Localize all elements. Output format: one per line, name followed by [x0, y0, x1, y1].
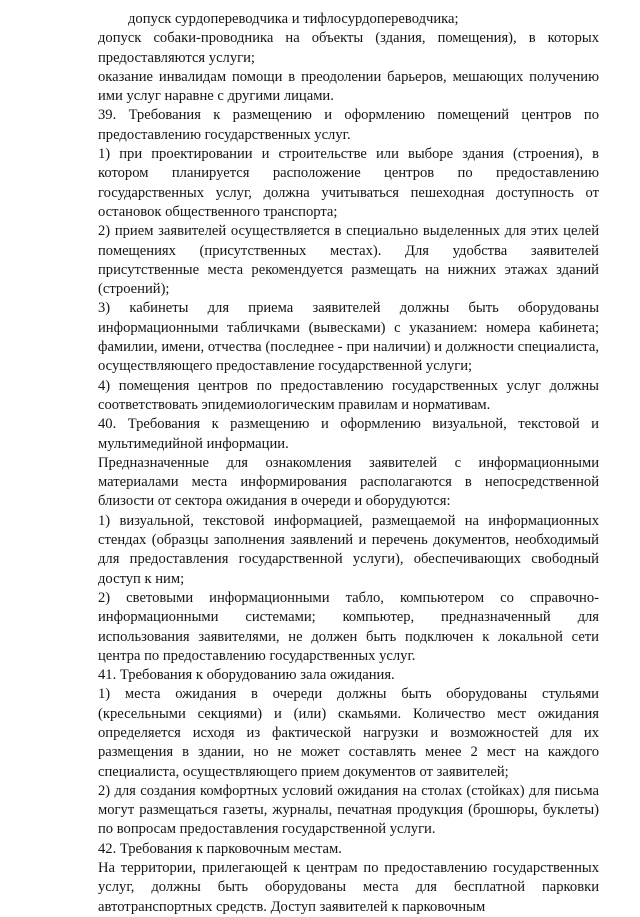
section-41-item-2: 2) для создания комфортных условий ожидания на столах (стойках) для письма могут размещаться газеты, журналы, печатная продукция (брошюры, буклеты) по вопросам предоставления государственной услуги.: [98, 782, 599, 838]
section-42-heading: 42. Требования к парковочным местам.: [98, 840, 342, 857]
section-42-parking: На территории, прилегающей к центрам по предоставлению государственных услуг, должны быть оборудованы места для бесплатной парковки автотранспортных средств. Доступ заявителей к парковочным: [98, 860, 599, 915]
paragraph-guide-dog: допуск собаки-проводника на объекты (здания, помещения), в которых предоставляются услуги;: [98, 30, 599, 66]
section-39-heading: 39. Требования к размещению и оформлению помещений центров по предоставлению государственных услуг.: [98, 107, 599, 143]
section-39-item-4: 4) помещения центров по предоставлению государственных услуг должны соответствовать эпидемиологическим правилам и нормативам.: [98, 377, 599, 413]
section-40-intro: Предназначенные для ознакомления заявителей с информационными материалами места информирования располагаются в непосредственной близости от сектора ожидания в очереди и оборудуются:: [98, 454, 599, 510]
section-39-item-3: 3) кабинеты для приема заявителей должны быть оборудованы информационными табличками (вывесками) с указанием: номера кабинета; фамилии, имени, отчества (последнее - при наличии) и должности специалиста, осуществляющего предоставление государственной услуги;: [98, 300, 599, 375]
section-41-heading: 41. Требования к оборудованию зала ожидания.: [98, 667, 395, 684]
section-41-item-1: 1) места ожидания в очереди должны быть оборудованы стульями (кресельными секциями) и (или) скамьями. Количество мест ожидания определяется исходя из фактической нагрузки и возможностей для их размещения в здании, но не может составлять менее 2 мест на каждого специалиста, осуществляющего прием документов от заявителей;: [98, 686, 599, 780]
section-39-item-1: 1) при проектировании и строительстве или выборе здания (строения), в котором планируется расположение центров по предоставлению государственных услуг, должна учитываться пешеходная доступность от остановок общественного транспорта;: [98, 146, 599, 220]
document-body: [98, 10, 599, 917]
paragraph-sign-interpreter: допуск сурдопереводчика и тифлосурдопереводчика;: [128, 11, 459, 27]
paragraph-barrier-assistance: оказание инвалидам помощи в преодолении барьеров, мешающих получению ими услуг наравне с другими лицами.: [98, 68, 599, 105]
section-39-item-2: 2) прием заявителей осуществляется в специально выделенных для этих целей помещениях (присутственных местах). Для удобства заявителей присутственные места рекомендуется размещать на нижних этажах зданий (строений);: [98, 223, 599, 298]
section-40-item-1: 1) визуальной, текстовой информацией, размещаемой на информационных стендах (образцы заполнения заявлений и перечень документов, необходимый для предоставления государственной услуги), обеспечивающих свободный доступ к ним;: [98, 512, 599, 587]
section-40-item-2: 2) световыми информационными табло, компьютером со справочно-информационными системами; компьютер, предназначенный для использования заявителями, не должен быть подключен к локальной сети центра по предоставлению государственных услуг.: [98, 589, 599, 664]
section-40-heading: 40. Требования к размещению и оформлению визуальной, текстовой и мультимедийной информации.: [98, 416, 599, 452]
